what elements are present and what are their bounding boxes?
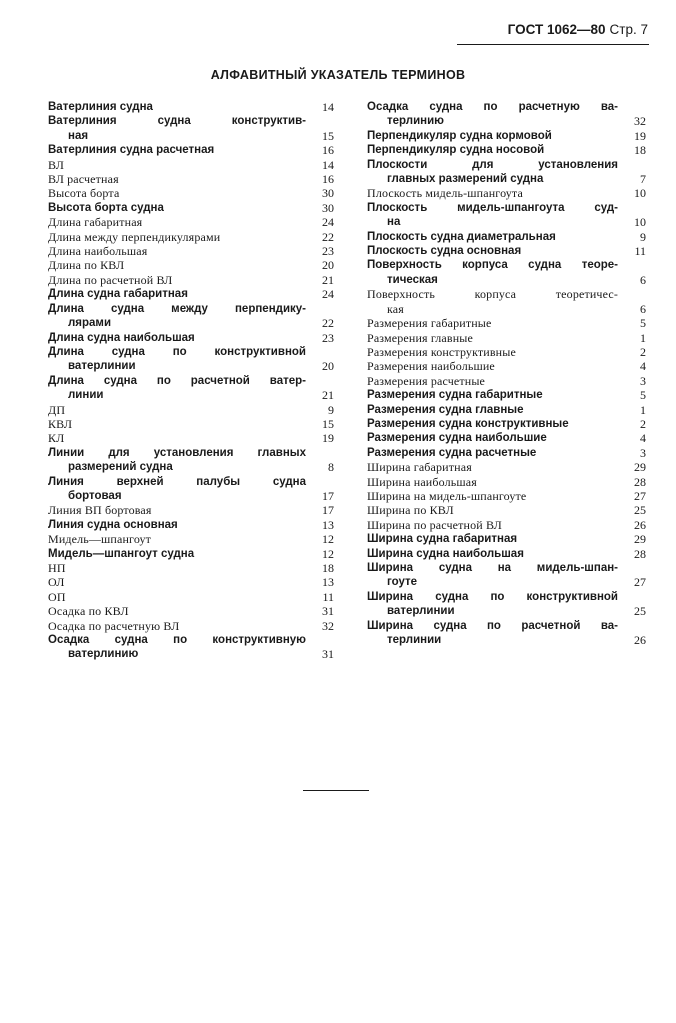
index-entry xyxy=(367,590,646,619)
index-entry xyxy=(48,561,334,575)
index-term-continuation: ватерлинии xyxy=(387,605,455,618)
index-entry xyxy=(48,143,334,157)
index-term: ВЛ расчетная xyxy=(48,172,119,187)
index-entry xyxy=(48,345,334,374)
index-term: Ширина судна наибольшая xyxy=(367,547,524,560)
index-term xyxy=(367,287,618,316)
index-page-ref: 5 xyxy=(640,316,646,331)
index-term-line: Ватерлиния судна конструктив- xyxy=(48,115,306,128)
index-term-line: Ширина судна на мидель-шпан- xyxy=(367,562,618,574)
index-entry xyxy=(48,287,334,301)
index-entry xyxy=(48,590,334,604)
index-title: АЛФАВИТНЫЙ УКАЗАТЕЛЬ ТЕРМИНОВ xyxy=(210,68,466,82)
index-entry xyxy=(367,417,646,431)
index-entry xyxy=(48,374,334,403)
index-term: Длина по КВЛ xyxy=(48,258,125,273)
index-entry xyxy=(48,258,334,272)
index-term: Длина судна габаритная xyxy=(48,288,188,301)
index-entry xyxy=(48,431,334,445)
index-entry xyxy=(367,518,646,532)
index-term: Мидель—шпангоут xyxy=(48,532,152,547)
index-term: Ватерлиния судна расчетная xyxy=(48,144,215,157)
index-term: Ширина судна габаритная xyxy=(367,533,518,546)
index-page-ref: 22 xyxy=(322,316,334,331)
index-term: Плоскость мидель-шпангоута xyxy=(367,186,523,201)
index-page-ref: 20 xyxy=(322,258,334,273)
index-term: Длина между перпендикулярами xyxy=(48,229,221,244)
index-page-ref: 10 xyxy=(634,186,646,201)
index-page-ref: 15 xyxy=(322,416,334,431)
index-entry xyxy=(367,316,646,330)
index-entry xyxy=(48,172,334,186)
index-term: ОП xyxy=(48,589,66,604)
index-term-continuation: на xyxy=(387,216,401,229)
index-page-ref: 30 xyxy=(322,200,334,215)
index-entry xyxy=(48,230,334,244)
index-entry xyxy=(48,475,334,504)
index-page-ref: 25 xyxy=(634,503,646,518)
index-term xyxy=(48,114,306,143)
index-page-ref: 12 xyxy=(322,546,334,561)
index-term: Ширина по расчетной ВЛ xyxy=(367,517,502,532)
index-page-ref: 11 xyxy=(322,589,334,604)
index-entry xyxy=(48,503,334,517)
index-entry xyxy=(367,244,646,258)
index-entry xyxy=(48,273,334,287)
index-term-continuation: линии xyxy=(68,389,104,402)
index-term-continuation: тическая xyxy=(387,273,438,286)
index-term: НП xyxy=(48,561,66,575)
index-entry xyxy=(367,619,646,648)
index-page-ref: 21 xyxy=(322,388,334,403)
index-entry xyxy=(367,403,646,417)
index-page-ref: 27 xyxy=(634,575,646,590)
index-column-right xyxy=(367,100,646,647)
index-term: Длина судна наибольшая xyxy=(48,331,195,344)
index-term: Размерения главные xyxy=(367,330,473,345)
index-term: ДП xyxy=(48,402,66,417)
index-term: Плоскость судна диаметральная xyxy=(367,230,556,243)
index-page-ref: 18 xyxy=(634,143,646,158)
index-page-ref: 7 xyxy=(640,172,646,187)
index-page-ref: 11 xyxy=(634,244,646,259)
index-page-ref: 1 xyxy=(640,330,646,345)
index-entry xyxy=(48,302,334,331)
index-page-ref: 6 xyxy=(640,272,646,287)
footer-rule xyxy=(303,790,369,791)
index-entry xyxy=(48,114,334,143)
index-entry xyxy=(367,431,646,445)
index-page-ref: 14 xyxy=(322,157,334,172)
index-term-line: Длина судна по конструктивной xyxy=(48,345,306,358)
index-page-ref: 14 xyxy=(322,100,334,114)
index-term: ОЛ xyxy=(48,575,65,590)
index-term xyxy=(367,561,618,590)
index-page-ref: 2 xyxy=(640,344,646,359)
index-entry xyxy=(367,388,646,402)
index-term xyxy=(48,302,306,331)
index-page-ref: 31 xyxy=(322,604,334,619)
index-term-continuation: ватерлинии xyxy=(68,360,136,373)
index-term xyxy=(367,619,618,648)
index-page-ref: 8 xyxy=(328,460,334,475)
standard-code: ГОСТ 1062—80 xyxy=(507,22,606,37)
index-entry xyxy=(48,532,334,546)
index-term xyxy=(48,446,306,475)
index-page-ref: 26 xyxy=(634,633,646,648)
index-term-continuation: ватерлинию xyxy=(68,648,139,661)
index-term: Мидель—шпангоут судна xyxy=(48,547,195,560)
index-page-ref: 9 xyxy=(328,402,334,417)
index-entry xyxy=(48,604,334,618)
index-entry xyxy=(367,561,646,590)
index-page-ref: 6 xyxy=(640,301,646,316)
index-entry xyxy=(48,201,334,215)
index-term: Ширина на мидель-шпангоуте xyxy=(367,488,527,503)
index-page-ref: 16 xyxy=(322,143,334,158)
index-term: Осадка по расчетную ВЛ xyxy=(48,618,180,633)
index-page-ref: 19 xyxy=(634,128,646,143)
index-page-ref: 12 xyxy=(322,532,334,547)
index-entry xyxy=(48,158,334,172)
index-term-line: Плоскости для установления xyxy=(367,158,618,171)
index-term: КЛ xyxy=(48,431,65,446)
index-term-continuation: бортовая xyxy=(68,489,122,502)
index-entry xyxy=(48,417,334,431)
index-term xyxy=(48,475,306,504)
index-entry xyxy=(367,503,646,517)
index-term: Размерения наибольшие xyxy=(367,359,495,374)
index-term-line: Ширина судна по расчетной ва- xyxy=(367,619,618,632)
index-page-ref: 24 xyxy=(322,287,334,302)
index-entry xyxy=(48,633,334,662)
index-entry xyxy=(367,547,646,561)
index-entry xyxy=(367,230,646,244)
page-number: Стр. 7 xyxy=(609,22,648,37)
index-term xyxy=(367,158,618,187)
index-term: Ватерлиния судна xyxy=(48,101,153,113)
index-page-ref: 29 xyxy=(634,532,646,547)
index-entry xyxy=(48,215,334,229)
index-entry xyxy=(367,258,646,287)
index-entry xyxy=(48,244,334,258)
index-term: Длина по расчетной ВЛ xyxy=(48,272,173,287)
index-entry xyxy=(48,619,334,633)
index-term: Перпендикуляр судна носовой xyxy=(367,144,545,157)
index-term-line: Ширина судна по конструктивной xyxy=(367,590,618,603)
index-entry xyxy=(367,475,646,489)
index-entry xyxy=(367,331,646,345)
index-term-line: Линии для установления главных xyxy=(48,446,306,459)
index-term: КВЛ xyxy=(48,416,73,431)
index-page-ref: 32 xyxy=(634,114,646,129)
index-page-ref: 3 xyxy=(640,445,646,460)
index-term-line: Поверхность корпуса теоретичес- xyxy=(367,287,618,302)
page-header xyxy=(508,22,648,37)
index-term xyxy=(367,590,618,619)
index-term xyxy=(367,201,618,230)
index-term-continuation: главных размерений судна xyxy=(387,173,544,186)
index-term xyxy=(48,374,306,403)
index-term-continuation: терлинию xyxy=(387,115,444,128)
index-entry xyxy=(367,446,646,460)
index-term: Плоскость судна основная xyxy=(367,245,522,258)
index-term-continuation: размерений судна xyxy=(68,461,173,474)
index-term xyxy=(367,258,618,287)
index-term xyxy=(367,100,618,129)
index-entry xyxy=(367,489,646,503)
index-term: Длина наибольшая xyxy=(48,244,148,259)
index-column-left xyxy=(48,100,334,662)
index-page-ref: 22 xyxy=(322,229,334,244)
index-entry xyxy=(48,547,334,561)
index-entry xyxy=(48,100,334,114)
index-entry xyxy=(367,129,646,143)
index-term-line: Осадка судна по конструктивную xyxy=(48,634,306,647)
index-term: Длина габаритная xyxy=(48,215,143,230)
index-entry xyxy=(367,100,646,129)
index-entry xyxy=(48,331,334,345)
index-term: Высота борта судна xyxy=(48,201,164,214)
index-term: Размерения судна наибольшие xyxy=(367,432,547,445)
index-term-line: Плоскость мидель-шпангоута суд- xyxy=(367,201,618,214)
index-page-ref: 17 xyxy=(322,488,334,503)
index-page-ref: 19 xyxy=(322,431,334,446)
index-term: Размерения конструктивные xyxy=(367,344,516,359)
index-term: Ширина габаритная xyxy=(367,460,472,475)
index-page-ref: 31 xyxy=(322,647,334,662)
index-page-ref: 27 xyxy=(634,488,646,503)
index-entry xyxy=(367,345,646,359)
index-term: Размерения расчетные xyxy=(367,373,486,388)
index-page-ref: 3 xyxy=(640,373,646,388)
index-term-line: Длина судна между перпендику- xyxy=(48,302,306,315)
index-page-ref: 30 xyxy=(322,186,334,201)
index-page-ref: 20 xyxy=(322,359,334,374)
index-term xyxy=(48,345,306,374)
index-page-ref: 4 xyxy=(640,359,646,374)
index-term: Размерения судна главные xyxy=(367,403,524,416)
index-term-continuation: кая xyxy=(387,301,404,316)
index-entry xyxy=(367,143,646,157)
index-term: ВЛ xyxy=(48,157,64,172)
index-page-ref: 5 xyxy=(640,388,646,403)
index-entry xyxy=(367,359,646,373)
index-entry xyxy=(48,403,334,417)
index-page-ref: 26 xyxy=(634,517,646,532)
index-term-line: Поверхность корпуса судна теоре- xyxy=(367,259,618,272)
index-page-ref: 25 xyxy=(634,604,646,619)
index-page-ref: 4 xyxy=(640,431,646,446)
index-page-ref: 23 xyxy=(322,330,334,345)
index-page-ref: 13 xyxy=(322,517,334,532)
index-page-ref: 16 xyxy=(322,172,334,187)
index-entry xyxy=(367,532,646,546)
index-entry xyxy=(367,287,646,316)
index-term-line: Длина судна по расчетной ватер- xyxy=(48,374,306,387)
index-term: Высота борта xyxy=(48,186,120,201)
index-term-continuation: гоуте xyxy=(387,576,418,589)
index-entry xyxy=(367,158,646,187)
index-term: Ширина наибольшая xyxy=(367,474,477,489)
index-entry xyxy=(48,446,334,475)
index-term: Осадка по КВЛ xyxy=(48,604,129,619)
index-term: Перпендикуляр судна кормовой xyxy=(367,129,552,142)
index-page-ref: 13 xyxy=(322,575,334,590)
index-entry xyxy=(367,374,646,388)
index-page-ref: 2 xyxy=(640,416,646,431)
header-rule xyxy=(457,44,649,45)
index-page-ref: 1 xyxy=(640,402,646,417)
index-term xyxy=(48,633,306,662)
index-page-ref: 18 xyxy=(322,561,334,575)
index-term-continuation: ная xyxy=(68,129,89,142)
index-page-ref: 32 xyxy=(322,618,334,633)
index-term: Линия судна основная xyxy=(48,518,178,531)
index-term: Размерения судна конструктивные xyxy=(367,417,569,430)
index-page-ref: 28 xyxy=(634,474,646,489)
index-term-continuation: лярами xyxy=(68,317,112,330)
index-page-ref: 28 xyxy=(634,546,646,561)
index-term: Ширина по КВЛ xyxy=(367,503,454,518)
index-term: Размерения судна расчетные xyxy=(367,446,537,459)
index-entry xyxy=(48,518,334,532)
index-entry xyxy=(367,201,646,230)
index-term-line: Линия верхней палубы судна xyxy=(48,475,306,488)
index-page-ref: 10 xyxy=(634,215,646,230)
index-page-ref: 23 xyxy=(322,244,334,259)
index-entry xyxy=(48,575,334,589)
index-page-ref: 29 xyxy=(634,460,646,475)
index-entry xyxy=(48,186,334,200)
index-term-line: Осадка судна по расчетную ва- xyxy=(367,101,618,113)
index-page-ref: 9 xyxy=(640,229,646,244)
index-term: Размерения судна габаритные xyxy=(367,389,543,402)
index-page-ref: 15 xyxy=(322,128,334,143)
index-page-ref: 21 xyxy=(322,272,334,287)
index-page-ref: 17 xyxy=(322,503,334,518)
index-term: Линия ВП бортовая xyxy=(48,503,152,518)
index-term: Размерения габаритные xyxy=(367,316,492,331)
index-entry xyxy=(367,460,646,474)
index-term-continuation: терлинии xyxy=(387,634,442,647)
index-entry xyxy=(367,186,646,200)
index-page-ref: 24 xyxy=(322,215,334,230)
